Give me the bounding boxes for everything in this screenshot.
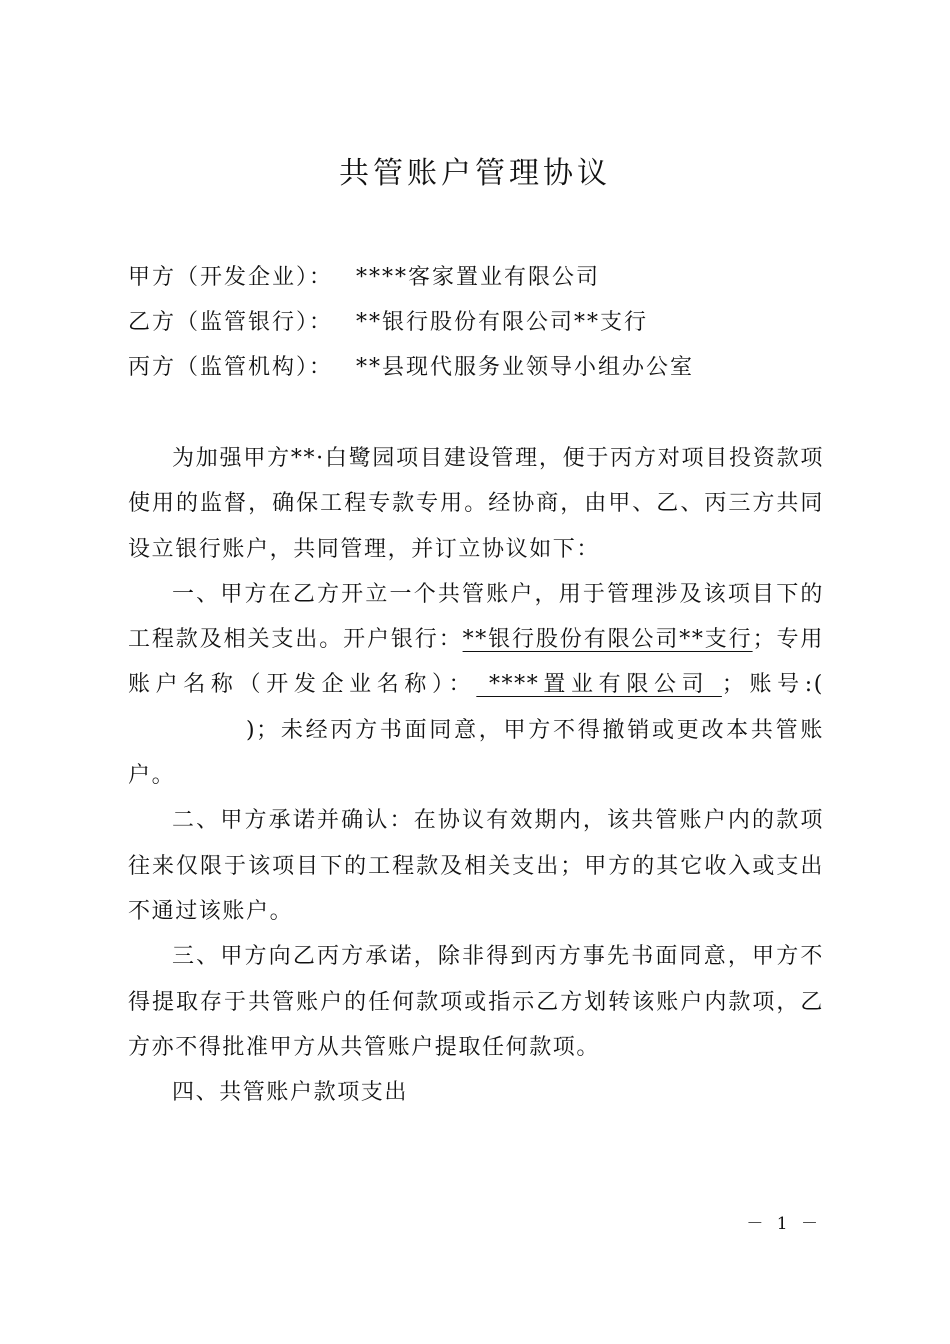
party-b-value: **银行股份有限公司**支行 (356, 310, 649, 335)
party-a-value: ****客家置业有限公司 (356, 265, 601, 290)
clause-1-suffix: )；未经丙方书面同意，甲方不得撤销或更改本共管账户。 (128, 717, 824, 789)
page-number: － 1 － (746, 1214, 822, 1234)
clause-1-account-label: ；账号:( (721, 672, 824, 698)
clause-1-mid: ；专用账户名称（开发企业名称）： (128, 627, 824, 698)
document-title: 共管账户管理协议 (339, 156, 611, 191)
clause-3: 三、甲方向乙丙方承诺，除非得到丙方事先书面同意，甲方不得提取存于共管账户的任何款项或指示乙方划转该账户内款项，乙方亦不得批准甲方从共管账户提取任何款项。 (128, 944, 824, 1060)
clause-1-account-name: ****置业有限公司 (476, 672, 722, 698)
clause-4: 四、共管账户款项支出 (172, 1080, 409, 1106)
clause-2: 二、甲方承诺并确认：在协议有效期内，该共管账户内的款项往来仅限于该项目下的工程款及相关支出；甲方的其它收入或支出不通过该账户。 (128, 808, 824, 924)
clause-1 (128, 572, 824, 798)
party-c (128, 352, 694, 384)
party-a-label: 甲方（开发企业）： (128, 265, 334, 290)
party-a (128, 262, 600, 294)
party-b-label: 乙方（监管银行）： (128, 310, 334, 335)
intro-paragraph: 为加强甲方**·白鹭园项目建设管理，便于丙方对项目投资款项使用的监督，确保工程专款专用。经协商，由甲、乙、丙三方共同设立银行账户，共同管理，并订立协议如下： (128, 446, 824, 562)
party-c-value: **县现代服务业领导小组办公室 (356, 355, 695, 380)
party-c-label: 丙方（监管机构）： (128, 355, 334, 380)
clause-1-prefix: 一、甲方在乙方开立一个共管账户，用于管理涉及该项目下的工程款及相关支出。开户银行： (128, 581, 824, 653)
party-b (128, 307, 648, 339)
agreement-body (128, 436, 824, 1115)
clause-1-bank: **银行股份有限公司**支行 (462, 627, 753, 653)
